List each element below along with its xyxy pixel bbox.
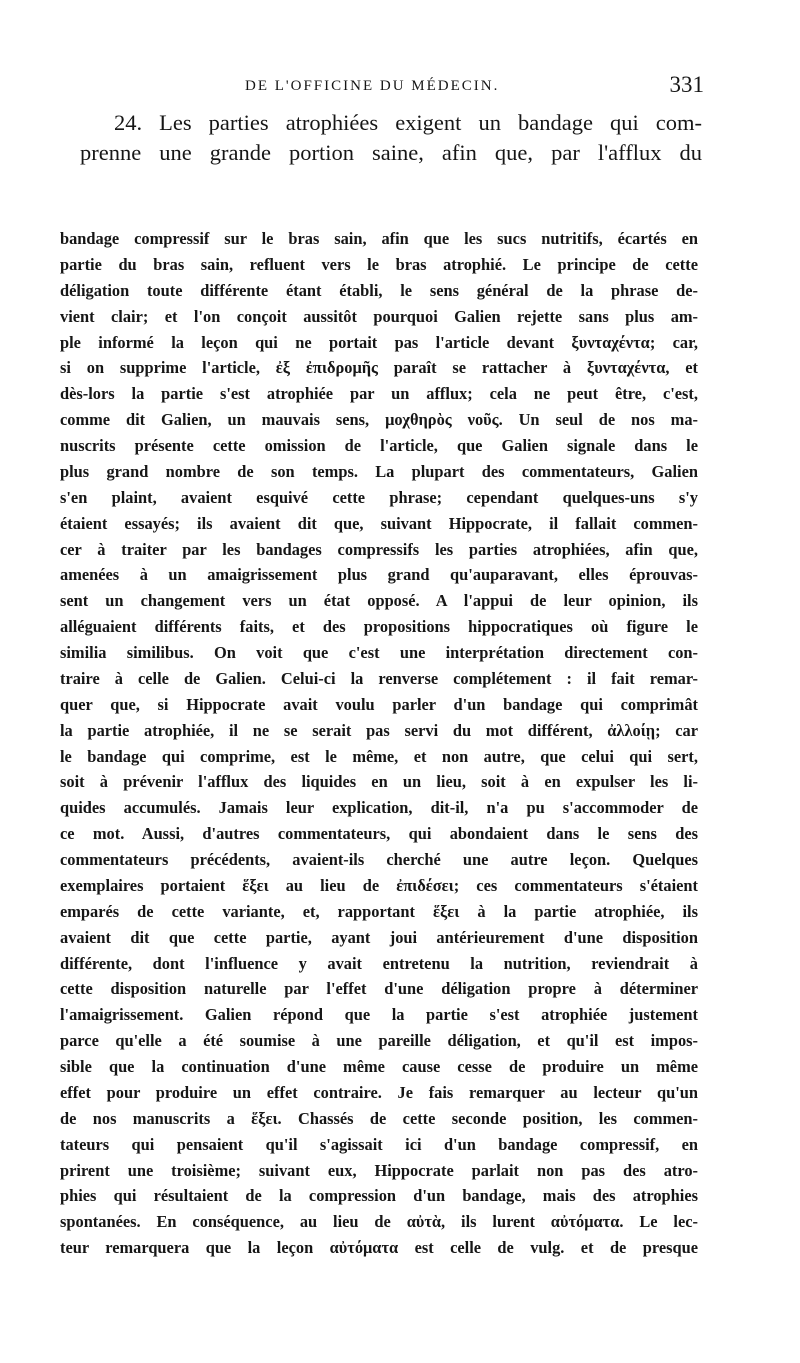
commentary-line: teur remarquera que la leçon αὐτόματα est celle de vulg. et de presque <box>60 1238 698 1258</box>
commentary-line: cer à traiter par les bandages compressifs les parties atrophiées, afin que, <box>60 539 698 559</box>
main-text-line: 24. Les parties atrophiées exigent un bandage qui com- <box>114 110 702 135</box>
page-number: 331 <box>669 72 704 97</box>
commentary-line: partie du bras sain, refluent vers le bras atrophié. Le principe de cette <box>60 254 698 274</box>
commentary-line: commentateurs précédents, avaient-ils cherché une autre leçon. Quelques <box>60 850 698 869</box>
commentary-line: soit à prévenir l'afflux des liquides en un lieu, soit à en expulser les li- <box>60 772 698 792</box>
commentary-line: ple informé la leçon qui ne portait pas l'article devant ξυνταχέντα; car, <box>60 332 698 352</box>
commentary-line: alléguaient différents faits, et des propositions hippocratiques où figure le <box>60 617 698 637</box>
commentary-line: si on supprime l'article, ἐξ ἐπιδρομῆς paraît se rattacher à ξυνταχέντα, et <box>60 358 698 378</box>
commentary-line: bandage compressif sur le bras sain, afin que les sucs nutritifs, écartés en <box>60 229 698 248</box>
commentary-line: similia similibus. On voit que c'est une interprétation directement con- <box>60 643 698 662</box>
commentary-line: quides accumulés. Jamais leur explication, dit-il, n'a pu s'accommoder de <box>60 798 698 818</box>
commentary-line: avaient dit que cette partie, ayant joui antérieurement d'une disposition <box>60 927 698 947</box>
commentary-line: spontanées. En conséquence, au lieu de αὐτὰ, ils lurent αὐτόματα. Le lec- <box>60 1212 698 1232</box>
commentary-line: dès-lors la partie s'est atrophiée par un afflux; cela ne peut être, c'est, <box>60 384 698 404</box>
commentary-line: vient clair; et l'on conçoit aussitôt pourquoi Galien rejette sans plus am- <box>60 306 698 326</box>
commentary-line: tateurs qui pensaient qu'il s'agissait ici d'un bandage compressif, en <box>60 1134 698 1154</box>
main-text-line: prenne une grande portion saine, afin que, par l'afflux du <box>80 140 702 165</box>
commentary-line: sible que la continuation d'une même cause cesse de produire un même <box>60 1057 698 1076</box>
running-title: DE L'OFFICINE DU MÉDECIN. <box>245 78 500 94</box>
commentary-line: différente, dont l'influence y avait entretenu la nutrition, reviendrait à <box>60 953 698 973</box>
commentary-line: plus grand nombre de son temps. La plupart des commentateurs, Galien <box>60 461 698 481</box>
commentary-line: cette disposition naturelle par l'effet d'une déligation propre à déterminer <box>60 979 698 999</box>
commentary-line: sent un changement vers un état opposé. A l'appui de leur opinion, ils <box>60 591 698 611</box>
commentary-line: ce mot. Aussi, d'autres commentateurs, qui abondaient dans le sens des <box>60 824 698 844</box>
commentary-line: nuscrits présente cette omission de l'article, que Galien signale dans le <box>60 436 698 455</box>
commentary-line: amenées à un amaigrissement plus grand qu'auparavant, elles éprouvas- <box>60 565 698 585</box>
commentary-line: de nos manuscrits a ἕξει. Chassés de cette seconde position, les commen- <box>60 1108 698 1128</box>
commentary-line: phies qui résultaient de la compression d'un bandage, mais des atrophies <box>60 1186 698 1206</box>
commentary-line: exemplaires portaient ἕξει au lieu de ἐπιδέσει; ces commentateurs s'étaient <box>60 875 698 895</box>
commentary-line: traire à celle de Galien. Celui-ci la renverse complétement : il fait remar- <box>60 668 698 688</box>
running-header <box>60 72 708 102</box>
commentary-line: effet pour produire un effet contraire. Je fais remarquer au lecteur qu'un <box>60 1082 698 1102</box>
commentary-line: l'amaigrissement. Galien répond que la partie s'est atrophiée justement <box>60 1005 698 1025</box>
commentary-line: déligation toute différente étant établi, le sens général de la phrase de- <box>60 280 698 300</box>
commentary-line: quer que, si Hippocrate avait voulu parler d'un bandage qui comprimât <box>60 694 698 714</box>
commentary-text <box>60 226 698 1261</box>
main-text <box>80 108 702 168</box>
commentary-line: étaient essayés; ils avaient dit que, suivant Hippocrate, il fallait commen- <box>60 513 698 533</box>
commentary-line: prirent une troisième; suivant eux, Hippocrate parlait non pas des atro- <box>60 1160 698 1180</box>
commentary-line: comme dit Galien, un mauvais sens, μοχθηρὸς νοῦς. Un seul de nos ma- <box>60 410 698 430</box>
commentary-line: parce qu'elle a été soumise à une pareille déligation, et qu'il est impos- <box>60 1031 698 1051</box>
commentary-line: la partie atrophiée, il ne se serait pas servi du mot différent, ἀλλοίῃ; car <box>60 720 698 740</box>
commentary-line: le bandage qui comprime, est le même, et non autre, que celui qui sert, <box>60 746 698 766</box>
commentary-line: emparés de cette variante, et, rapportant ἕξει à la partie atrophiée, ils <box>60 901 698 921</box>
commentary-line: s'en plaint, avaient esquivé cette phrase; cependant quelques-uns s'y <box>60 487 698 507</box>
